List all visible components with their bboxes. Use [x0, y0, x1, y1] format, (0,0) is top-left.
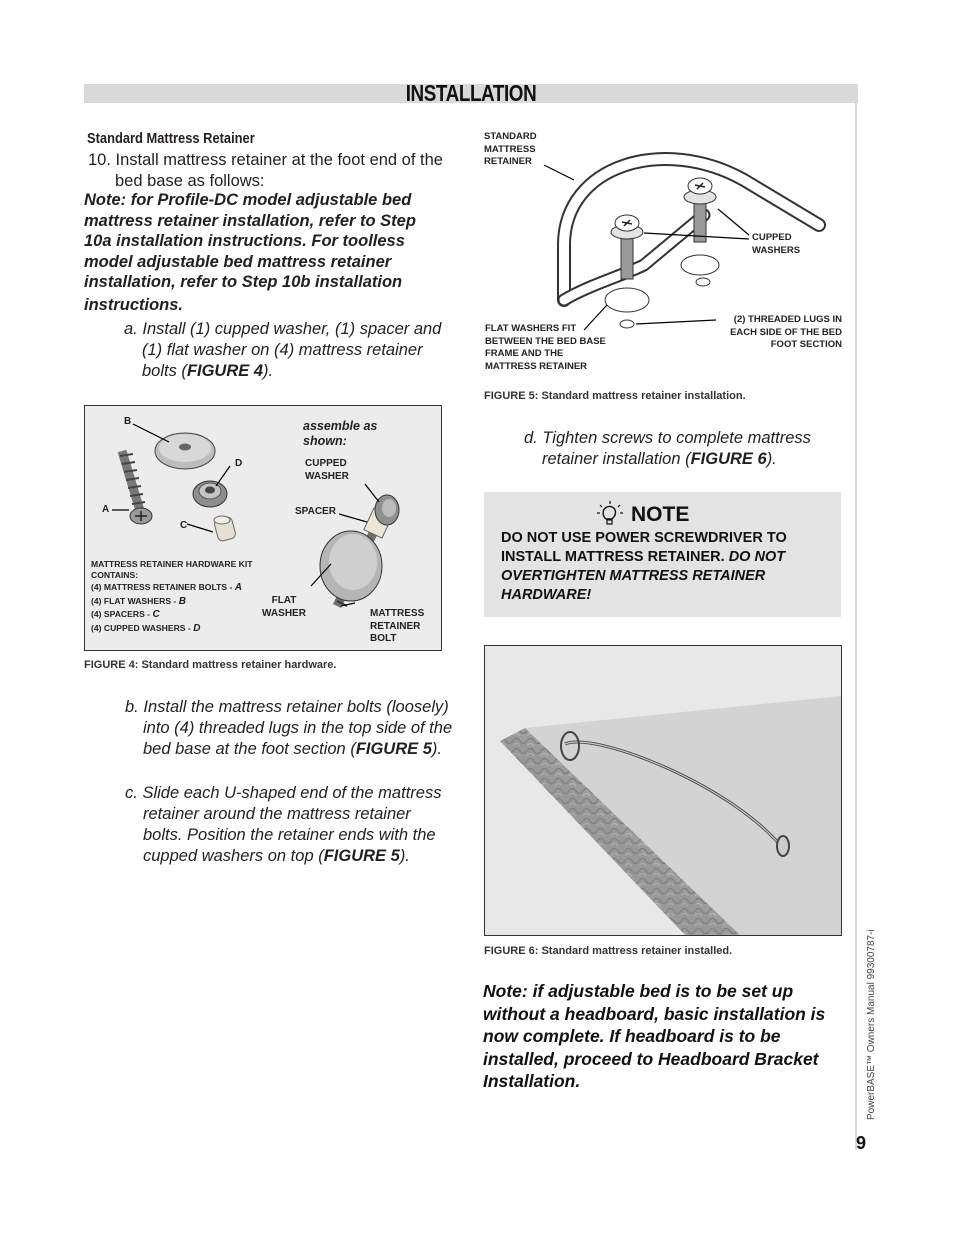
- label-flat-washer: FLAT WASHER: [262, 595, 306, 619]
- kit-item: (4) MATTRESS RETAINER BOLTS - A: [91, 582, 242, 593]
- label-b: B: [124, 416, 132, 427]
- step-10: [88, 150, 448, 192]
- profile-dc-note: [84, 190, 454, 315]
- step-a: [124, 319, 454, 382]
- step-c-tail: ).: [399, 847, 410, 865]
- label-standard-retainer: STANDARD MATTRESS RETAINER: [484, 131, 537, 167]
- closing-note: Note: if adjustable bed is to be set up without a headboard, basic installation is now complete. If headboard is to be installed, proceed to Headboard Bracket Installation.: [483, 981, 826, 1091]
- step-b-tail: ).: [431, 740, 443, 758]
- label-d: D: [235, 458, 243, 469]
- step-d-tail: ).: [766, 450, 777, 468]
- note-body: [501, 529, 821, 605]
- installed-retainer-photo: [485, 646, 841, 935]
- step-text: Install mattress retainer at the foot end of the bed base as follows:: [115, 151, 443, 190]
- step-a-letter: a.: [124, 320, 138, 338]
- figure-ref: FIGURE 6: [690, 450, 767, 468]
- kit-title: MATTRESS RETAINER HARDWARE KIT CONTAINS:: [91, 559, 253, 580]
- note-line: model adjustable bed mattress retainer: [84, 252, 392, 271]
- page-title: INSTALLATION: [405, 80, 537, 106]
- step-b-text: Install the mattress retainer bolts (loosely) into (4) threaded lugs in the top side of the bed base at the foot section (: [143, 698, 453, 758]
- label-cupped-washer: CUPPED WASHER: [305, 458, 349, 482]
- step-a-tail: ).: [263, 362, 274, 380]
- spacer-c-image: [213, 516, 236, 542]
- lightbulb-icon: [596, 500, 624, 528]
- note-line: installation, refer to Step 10b installation: [84, 273, 403, 291]
- label-flat-washers: FLAT WASHERS FIT BETWEEN THE BED BASE FRAME AND THE MATTRESS RETAINER: [485, 323, 606, 372]
- label-mattress-retainer-bolt: MATTRESS RETAINER BOLT: [370, 608, 425, 644]
- label-cupped-washers: CUPPED WASHERS: [752, 232, 801, 256]
- right-margin-rule: [855, 84, 857, 1150]
- note-line: Note: for Profile-DC model adjustable bed: [84, 191, 412, 209]
- figure-5-caption: FIGURE 5: Standard mattress retainer installation.: [484, 390, 746, 402]
- kit-item: (4) SPACERS - C: [91, 609, 160, 620]
- figure-ref: FIGURE 5: [323, 847, 400, 865]
- step-b: [125, 697, 455, 760]
- label-a: A: [102, 504, 110, 515]
- note-warning: DO NOT USE POWER SCREWDRIVER TO INSTALL MATTRESS RETAINER.: [501, 530, 787, 565]
- figure-ref: FIGURE 4: [186, 362, 264, 380]
- note-line: instructions.: [84, 295, 184, 314]
- assemble-instruction: assemble as shown:: [303, 419, 378, 448]
- label-spacer: SPACER: [295, 506, 336, 517]
- section-heading: Standard Mattress Retainer: [87, 130, 255, 147]
- step-c-text: Slide each U-shaped end of the mattress retainer around the mattress retainer bolts. Position the retainer ends with the cupped washers on top (: [142, 784, 442, 865]
- step-number: 10.: [88, 151, 111, 169]
- figure-ref: FIGURE 5: [355, 740, 432, 758]
- step-d-letter: d.: [524, 429, 538, 447]
- label-c: C: [180, 520, 188, 531]
- note-line: mattress retainer installation, refer to Step: [84, 211, 416, 230]
- cupped-washer-d-image: [193, 481, 227, 507]
- figure-6-photo: [484, 645, 842, 936]
- flat-washer-b-image: [155, 433, 215, 469]
- label-threaded-lugs: (2) THREADED LUGS IN EACH SIDE OF THE BED FOOT SECTION: [730, 314, 842, 350]
- kit-item: (4) FLAT WASHERS - B: [91, 595, 186, 607]
- step-c-letter: c.: [125, 784, 138, 802]
- manual-id-vertical: PowerBASE™ Owners Manual 99300787-i: [866, 929, 877, 1120]
- note-warning-italic: DO NOT OVERTIGHTEN MATTRESS RETAINER HARDWARE!: [501, 549, 786, 603]
- figure-6-caption: FIGURE 6: Standard mattress retainer installed.: [484, 945, 733, 957]
- kit-contents: [91, 559, 261, 635]
- step-b-letter: b.: [125, 698, 139, 716]
- step-a-text: Install (1) cupped washer, (1) spacer and (1) flat washer on (4) mattress retainer bolts (: [142, 320, 442, 380]
- page-number: 9: [856, 1133, 867, 1153]
- step-d: [524, 428, 862, 470]
- note-line: 10a installation instructions. For toolless: [84, 232, 405, 250]
- figure-4-caption: FIGURE 4: Standard mattress retainer hardware.: [84, 659, 337, 671]
- kit-item: (4) CUPPED WASHERS - D: [91, 622, 201, 634]
- retainer-bolt-a-image: [120, 451, 152, 524]
- figure-4-hardware: [84, 405, 442, 651]
- note-title: NOTE: [631, 503, 690, 526]
- step-d-text: Tighten screws to complete mattress retainer installation (: [542, 429, 811, 468]
- step-c: [125, 783, 443, 867]
